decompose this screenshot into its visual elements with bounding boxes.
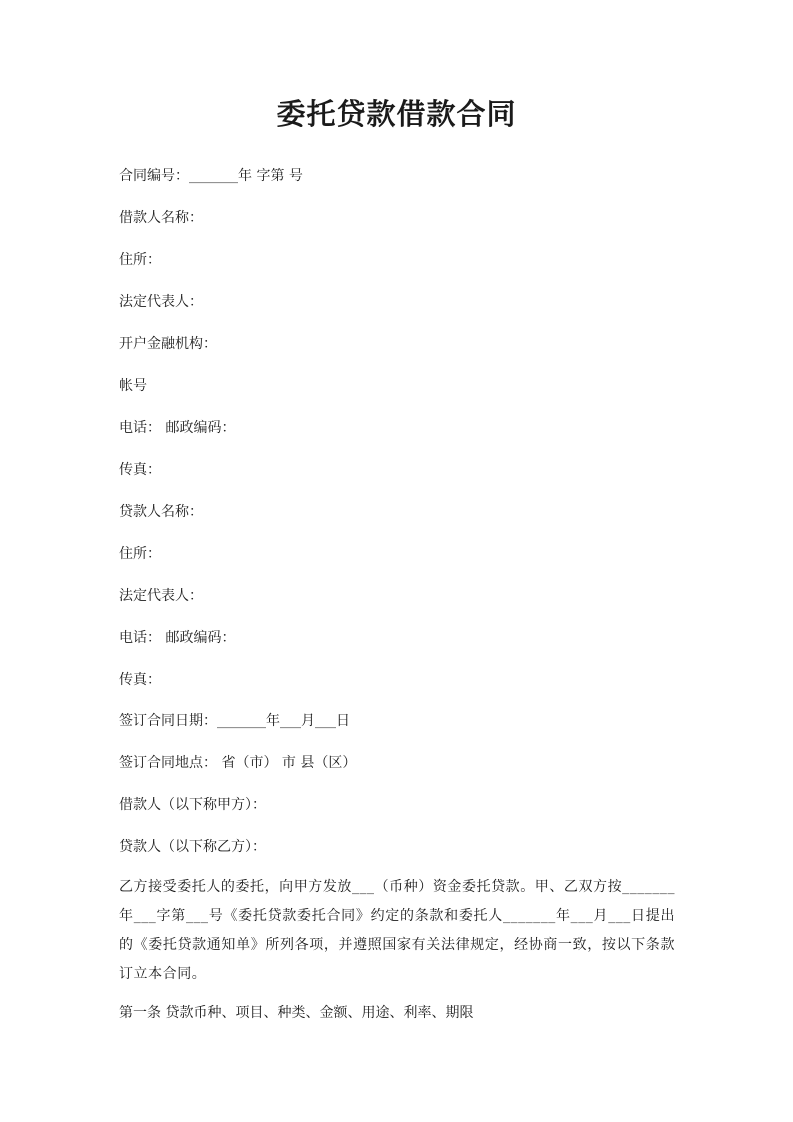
borrower-phone-postcode-line: 电话： 邮政编码： — [119, 420, 236, 436]
lender-name-line: 贷款人名称： — [119, 504, 203, 520]
lender-address-line: 住所： — [119, 546, 161, 562]
lender-fax-line: 传真： — [119, 672, 161, 688]
account-line: 帐号 — [119, 378, 147, 394]
contract-number-line: 合同编号：_______年 字第 号 — [119, 168, 303, 184]
lender-legal-rep-line: 法定代表人： — [119, 588, 203, 604]
bank-line: 开户金融机构： — [119, 336, 217, 352]
document-title: 委托贷款借款合同 — [276, 97, 517, 131]
preamble-paragraph: 乙方接受委托人的委托，向甲方发放___（币种）资金委托贷款。甲、乙双方按_______年___字第___号《委托贷款委托合同》约定的条款和委托人_______年___月___日提出的《委托贷款通知单》所列各项，并遵照国家有关法律规定，经协商一致，按以下条款订立本合同。 — [119, 879, 675, 982]
party-a-line: 借款人（以下称甲方）： — [119, 797, 266, 813]
signing-place-line: 签订合同地点： 省（市） 市 县（区） — [119, 755, 357, 771]
signing-date-line: 签订合同日期：_______年___月___日 — [119, 713, 350, 729]
article-1-heading: 第一条 贷款币种、项目、种类、金额、用途、利率、期限 — [119, 1005, 474, 1021]
party-b-line: 贷款人（以下称乙方）： — [119, 839, 266, 855]
borrower-address-line: 住所： — [119, 252, 161, 268]
borrower-name-line: 借款人名称： — [119, 210, 203, 226]
lender-phone-postcode-line: 电话： 邮政编码： — [119, 630, 236, 646]
borrower-fax-line: 传真： — [119, 462, 161, 478]
borrower-legal-rep-line: 法定代表人： — [119, 294, 203, 310]
